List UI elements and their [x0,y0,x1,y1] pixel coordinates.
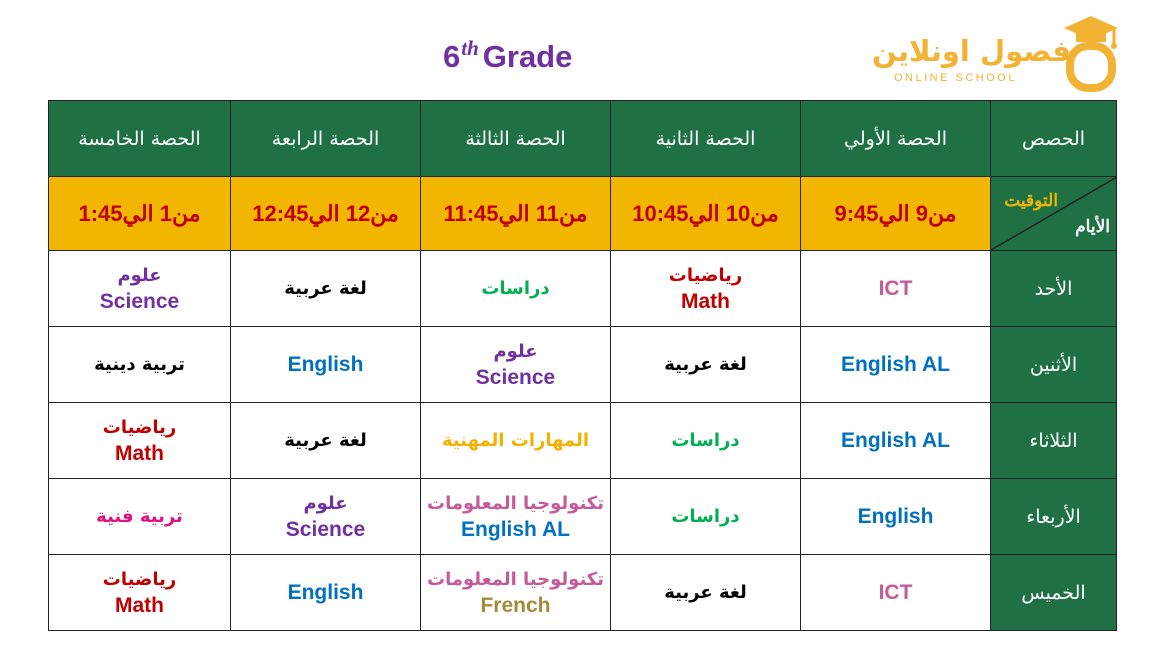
day-name-cell: الأربعاء [991,479,1117,555]
subject-name: لغة عربية [284,277,367,299]
period-3-header: الحصة الثالثة [421,101,611,177]
lesson-cell [421,403,611,479]
day-row [49,479,1117,555]
subject-name-secondary: Math [115,593,164,617]
graduation-cap-icon [1056,10,1126,92]
lesson-cell [421,251,611,327]
subject-name: رياضيات [102,416,177,438]
lesson-cell [231,403,421,479]
lesson-cell [421,327,611,403]
subject-name: تربية فنية [96,505,183,527]
subject-name: ICT [878,276,913,300]
subject-name-secondary: Math [681,289,730,313]
subject-name: ICT [878,580,913,604]
lesson-cell [611,555,801,631]
day-row [49,327,1117,403]
lesson-cell [231,555,421,631]
days-label: الأيام [1075,217,1110,236]
subject-name: دراسات [481,277,550,299]
timing-slot-3: من11 الي11:45 [421,177,611,251]
header-row [49,101,1117,177]
subject-name: English [287,580,364,604]
subject-name-secondary: French [480,593,551,617]
period-1-header: الحصة الأولي [801,101,991,177]
period-5-header: الحصة الخامسة [49,101,231,177]
subject-name: رياضيات [102,568,177,590]
subject-name: English AL [841,428,950,452]
timing-slot-5: من1 الي1:45 [49,177,231,251]
timing-row [49,177,1117,251]
day-name-cell: الخميس [991,555,1117,631]
subject-name: English [857,504,934,528]
subject-name: المهارات المهنية [441,429,589,451]
lesson-cell [611,251,801,327]
online-school-logo [866,10,1136,94]
lesson-cell [231,251,421,327]
lesson-cell [49,403,231,479]
lesson-cell [49,327,231,403]
subject-name-secondary: Science [99,289,180,313]
timing-label: التوقيت [1004,191,1058,210]
lesson-cell [801,555,991,631]
subject-name: علوم [117,264,162,286]
timing-slot-1: من9 الي9:45 [801,177,991,251]
lesson-cell [801,479,991,555]
grade-word: Grade [482,39,573,74]
period-4-header: الحصة الرابعة [231,101,421,177]
timetable [48,100,1117,631]
subject-name: لغة عربية [664,581,747,603]
subject-name: دراسات [671,505,740,527]
day-row [49,251,1117,327]
lesson-cell [49,555,231,631]
timing-days-corner [991,177,1117,251]
lesson-cell [801,327,991,403]
lesson-cell [611,479,801,555]
page-title [443,26,572,79]
subject-name: تكنولوجيا المعلومات [426,568,605,590]
subject-name: رياضيات [668,264,743,286]
subject-name-secondary: Science [285,517,366,541]
lesson-cell [49,251,231,327]
subject-name: لغة عربية [664,353,747,375]
subject-name: English AL [841,352,950,376]
lesson-cell [231,327,421,403]
subject-name-secondary: Math [115,441,164,465]
lesson-cell [421,479,611,555]
corner-divider-line [991,177,1117,250]
subject-name: تربية دينية [94,353,185,375]
subject-name-secondary: English AL [461,517,570,541]
timing-slot-4: من12 الي12:45 [231,177,421,251]
subject-name: English [287,352,364,376]
subject-name-secondary: Science [475,365,556,389]
day-name-cell: الأحد [991,251,1117,327]
lesson-cell [49,479,231,555]
timing-slot-2: من10 الي10:45 [611,177,801,251]
subject-name: دراسات [671,429,740,451]
day-row [49,403,1117,479]
subject-name: علوم [493,340,538,362]
grade-number: 6 [443,39,461,74]
lesson-cell [611,403,801,479]
logo-arabic-text: فصول اونلاين [872,34,1071,68]
period-2-header: الحصة الثانية [611,101,801,177]
lesson-cell [801,403,991,479]
lesson-cell [801,251,991,327]
lesson-cell [421,555,611,631]
subject-name: علوم [303,492,348,514]
day-name-cell: الثلاثاء [991,403,1117,479]
lesson-cell [231,479,421,555]
lesson-cell [611,327,801,403]
periods-header-corner: الحصص [991,101,1117,177]
grade-suffix: th [461,36,479,60]
subject-name: تكنولوجيا المعلومات [426,492,605,514]
logo-english-text: ONLINE SCHOOL [894,72,1017,84]
day-row [49,555,1117,631]
subject-name: لغة عربية [284,429,367,451]
day-name-cell: الأثنين [991,327,1117,403]
